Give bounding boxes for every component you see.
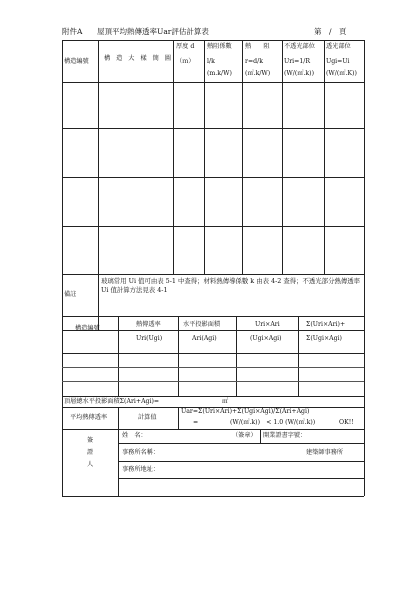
header-resistance-formula: l/k: [207, 58, 215, 65]
summary-header-bottom: [62, 353, 364, 354]
certifier-label-3: 人: [87, 461, 94, 468]
avg-heat-transmission-label: 平均熱傳透率: [70, 414, 108, 421]
summary-header-heat-transmission: 熱傳透率: [136, 321, 161, 328]
summary-col-divider: [118, 316, 119, 396]
certifier-label-2: 證: [87, 449, 94, 456]
col-divider: [324, 40, 325, 274]
table-row-divider: [62, 226, 364, 227]
certifier-label-1: 簽: [87, 437, 94, 444]
summary-left-border: [62, 330, 63, 496]
col-divider: [242, 40, 243, 274]
calc-divider: [118, 407, 119, 429]
summary-row-divider: [62, 367, 364, 368]
summary-col-divider: [178, 316, 179, 396]
seal-label: （簽章）: [232, 432, 257, 439]
summary-row-divider: [62, 381, 364, 382]
cert-divider: [260, 429, 261, 443]
uar-formula: Uar=Σ(Uri×Ari)+Σ(Ugi×Agi)/Σ(Ari+Agi): [181, 408, 310, 415]
total-projected-area-label: 頂層總水平投影面積Σ(Ari+Agi)=: [64, 398, 160, 405]
name-label: 姓 名：: [122, 432, 147, 439]
calc-value-label: 計算值: [138, 414, 157, 421]
header-thermal-resistance: 熱 阻: [245, 43, 273, 50]
calc-divider: [178, 407, 179, 429]
summary-header-uri-ugi: Uri(Ugi): [136, 335, 163, 342]
header-resistance-coef: 熱阻係數: [207, 43, 232, 50]
table-right-border: [364, 40, 365, 330]
summary-header-structure-no: 構造編號: [75, 325, 100, 332]
col-divider: [204, 40, 205, 274]
summary-row-divider: [62, 396, 364, 397]
note-text: 玻璃常用 Ui 值可由表 5-1 中查得；材料熱傳導係數 k 由表 4-2 查得；不透光部分熱傳透率 Ui 值計算方法見表 4-1: [101, 277, 361, 294]
header-resistance-unit: (m.k/W): [207, 70, 232, 77]
summary-header-top: [62, 316, 364, 317]
table-left-border: [62, 40, 63, 330]
note-label: 備註: [64, 291, 77, 298]
office-type-label: 建築師事務所: [306, 449, 344, 456]
page-number-label: 第 / 頁: [314, 27, 347, 36]
summary-header-sum-uri-ari: Σ(Uri×Ari)+: [306, 321, 346, 328]
license-no-label: 開業證書字號：: [263, 432, 307, 439]
table-top-border: [62, 40, 364, 41]
header-thickness-unit: （ｍ）: [176, 58, 195, 65]
header-structure-no: 構造編號: [64, 58, 89, 65]
header-structure-sketch: 構 造 大 樣 簡 圖: [104, 55, 173, 62]
cert-row-divider: [118, 461, 364, 462]
summary-header-sum-ugi-agi: Σ(Ugi×Agi): [306, 335, 342, 342]
header-opaque-formula: Uri=1/R: [284, 58, 311, 65]
form-bottom-border: [62, 496, 364, 497]
header-opaque-unit: (W/(㎡.k)): [284, 70, 315, 77]
col-divider: [282, 40, 283, 274]
uar-eq: =: [193, 419, 199, 426]
uar-ok: OK!!: [339, 419, 354, 426]
header-transparent: 透光部位: [326, 43, 351, 50]
note-divider: [98, 274, 99, 330]
header-opaque: 不透光部位: [284, 43, 315, 50]
office-address-label: 事務所地址：: [122, 466, 160, 473]
col-divider: [98, 40, 99, 274]
summary-header-ari-agi: Ari(Agi): [192, 335, 217, 342]
cert-row-divider: [118, 443, 364, 444]
office-name-label: 事務所名稱：: [122, 449, 160, 456]
col-divider: [173, 40, 174, 274]
total-projected-area-unit: ㎡: [222, 398, 229, 405]
header-thickness: 厚度 d: [176, 43, 195, 50]
header-transparent-unit: (W/(㎡.K)): [326, 70, 357, 77]
uar-result: (W/(㎡.k)) < 1.0 (W/(㎡.k)): [230, 419, 316, 426]
table-row-divider: [62, 274, 364, 275]
summary-col-divider: [298, 316, 299, 396]
header-thermal-resistance-formula: r=d/k: [245, 58, 263, 65]
calc-row-bottom: [62, 429, 364, 430]
header-row-divider: [62, 82, 364, 83]
table-row-divider: [62, 177, 364, 178]
summary-header-ugi-agi: (Ugi×Agi): [250, 335, 282, 342]
attachment-label: 附件A: [62, 27, 83, 36]
cert-row-divider: [118, 478, 364, 479]
summary-header-uri-ari: Uri×Ari: [255, 321, 280, 328]
summary-right-border: [364, 330, 365, 496]
summary-header-projected-area: 水平投影面積: [183, 321, 221, 328]
cert-divider: [118, 429, 119, 496]
table-row-divider: [62, 128, 364, 129]
header-transparent-formula: Ugi=Ui: [326, 58, 350, 65]
header-thermal-resistance-unit: (㎡.k/W): [245, 70, 271, 77]
summary-col-divider: [236, 316, 237, 396]
form-title: 屋頂平均熱傳透率Uar評估計算表: [97, 27, 209, 36]
summary-top-border: [62, 330, 364, 331]
